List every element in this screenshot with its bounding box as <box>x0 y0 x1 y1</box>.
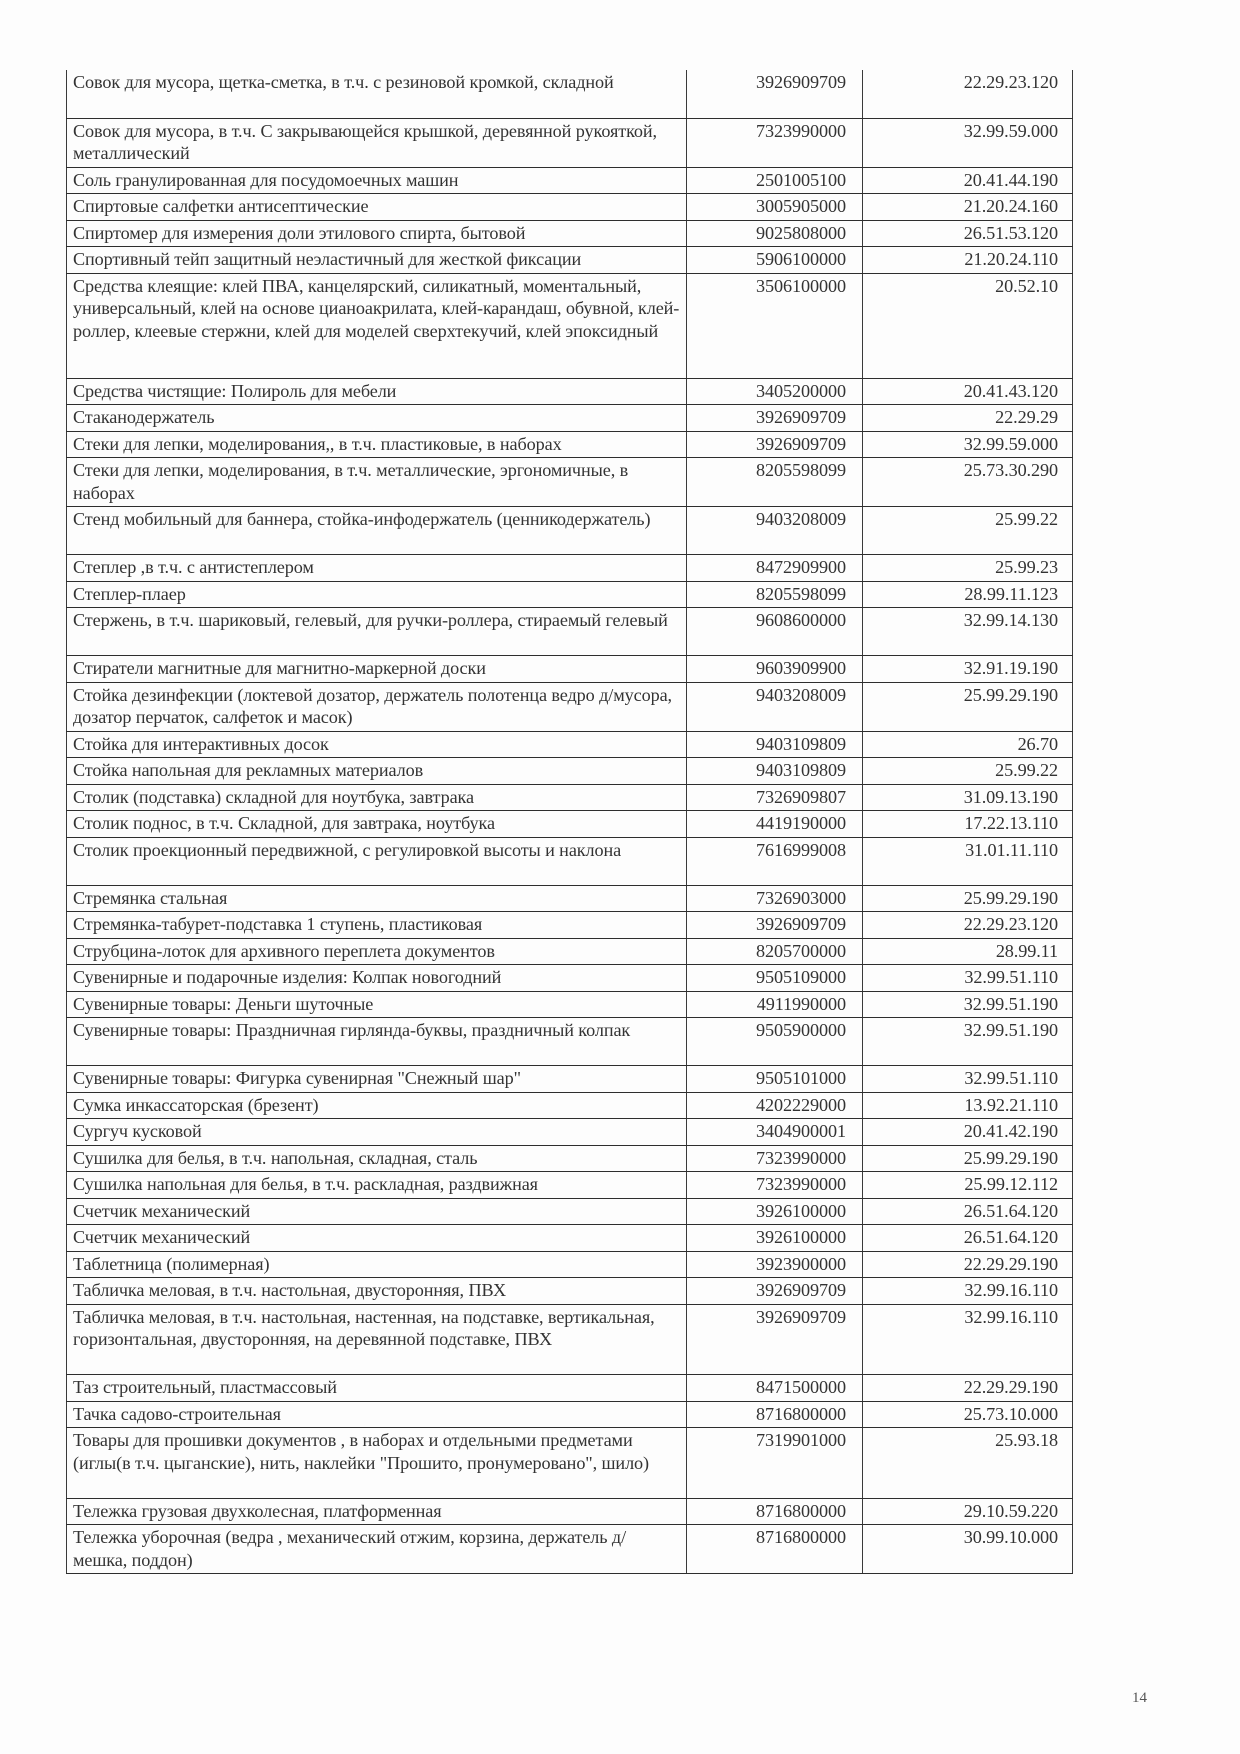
okpd2-code-cell: 22.29.23.120 <box>863 912 1073 939</box>
table-row <box>67 70 1073 118</box>
tnved-code-cell: 8471500000 <box>687 1375 863 1402</box>
tnved-code-cell: 7323990000 <box>687 1145 863 1172</box>
okpd2-code-cell: 25.99.23 <box>863 555 1073 582</box>
tnved-code-cell: 9505900000 <box>687 1018 863 1066</box>
tnved-code-cell: 9025808000 <box>687 220 863 247</box>
okpd2-code-cell: 13.92.21.110 <box>863 1092 1073 1119</box>
item-name-cell: Тележка грузовая двухколесная, платформенная <box>67 1498 687 1525</box>
okpd2-code-cell: 20.41.42.190 <box>863 1119 1073 1146</box>
table-row <box>67 581 1073 608</box>
okpd2-code-cell: 25.99.29.190 <box>863 885 1073 912</box>
okpd2-code-cell: 25.93.18 <box>863 1428 1073 1499</box>
table-row <box>67 912 1073 939</box>
item-name-cell: Столик (подставка) складной для ноутбука, завтрака <box>67 784 687 811</box>
table-row <box>67 273 1073 378</box>
item-name-cell: Спортивный тейп защитный неэластичный для жесткой фиксации <box>67 247 687 274</box>
item-name-cell: Средства клеящие: клей ПВА, канцелярский, силикатный, моментальный, универсальный, клей на основе цианоакрилата, клей-карандаш, обувной, клей-роллер, клеевые стержни, клей для моделей сверхтекучий, клей эпоксидный <box>67 273 687 378</box>
okpd2-code-cell: 32.99.59.000 <box>863 431 1073 458</box>
table-row <box>67 837 1073 885</box>
item-name-cell: Тележка уборочная (ведра , механический отжим, корзина, держатель д/мешка, поддон) <box>67 1525 687 1574</box>
tnved-code-cell: 9505101000 <box>687 1066 863 1093</box>
tnved-code-cell: 3926100000 <box>687 1225 863 1252</box>
table-row <box>67 1066 1073 1093</box>
tnved-code-cell: 3926909709 <box>687 405 863 432</box>
table-row <box>67 1304 1073 1375</box>
okpd2-code-cell: 26.51.53.120 <box>863 220 1073 247</box>
item-name-cell: Стаканодержатель <box>67 405 687 432</box>
okpd2-code-cell: 32.99.14.130 <box>863 608 1073 656</box>
item-name-cell: Сургуч кусковой <box>67 1119 687 1146</box>
item-name-cell: Степлер-плаер <box>67 581 687 608</box>
table-row <box>67 991 1073 1018</box>
table-row <box>67 1119 1073 1146</box>
table-row <box>67 555 1073 582</box>
tnved-code-cell: 3926909709 <box>687 1304 863 1375</box>
tnved-code-cell: 8205700000 <box>687 938 863 965</box>
item-name-cell: Столик проекционный передвижной, с регулировкой высоты и наклона <box>67 837 687 885</box>
okpd2-code-cell: 20.52.10 <box>863 273 1073 378</box>
okpd2-code-cell: 32.99.16.110 <box>863 1278 1073 1305</box>
item-name-cell: Струбцина-лоток для архивного переплета документов <box>67 938 687 965</box>
table-row <box>67 682 1073 731</box>
tnved-code-cell: 4911990000 <box>687 991 863 1018</box>
okpd2-code-cell: 26.70 <box>863 731 1073 758</box>
tnved-code-cell: 9403109809 <box>687 758 863 785</box>
table-row <box>67 378 1073 405</box>
tnved-code-cell: 3405200000 <box>687 378 863 405</box>
tnved-code-cell: 8205598099 <box>687 581 863 608</box>
tnved-code-cell: 8716800000 <box>687 1498 863 1525</box>
product-codes-table <box>66 70 1073 1574</box>
table-row <box>67 1018 1073 1066</box>
tnved-code-cell: 9608600000 <box>687 608 863 656</box>
okpd2-code-cell: 25.73.30.290 <box>863 458 1073 507</box>
tnved-code-cell: 3404900001 <box>687 1119 863 1146</box>
okpd2-code-cell: 21.20.24.160 <box>863 194 1073 221</box>
item-name-cell: Счетчик механический <box>67 1198 687 1225</box>
item-name-cell: Товары для прошивки документов , в наборах и отдельными предметами (иглы(в т.ч. цыганские), нить, наклейки "Прошито, пронумеровано", шило) <box>67 1428 687 1499</box>
okpd2-code-cell: 28.99.11.123 <box>863 581 1073 608</box>
item-name-cell: Стеки для лепки, моделирования, в т.ч. металлические, эргономичные, в наборах <box>67 458 687 507</box>
okpd2-code-cell: 31.01.11.110 <box>863 837 1073 885</box>
okpd2-code-cell: 22.29.29.190 <box>863 1375 1073 1402</box>
tnved-code-cell: 9603909900 <box>687 656 863 683</box>
table-row <box>67 758 1073 785</box>
table-row <box>67 431 1073 458</box>
table-row <box>67 1198 1073 1225</box>
table-row <box>67 1092 1073 1119</box>
item-name-cell: Совок для мусора, в т.ч. С закрывающейся крышкой, деревянной рукояткой, металлический <box>67 118 687 167</box>
okpd2-code-cell: 25.99.22 <box>863 758 1073 785</box>
item-name-cell: Счетчик механический <box>67 1225 687 1252</box>
table-row <box>67 458 1073 507</box>
tnved-code-cell: 4419190000 <box>687 811 863 838</box>
okpd2-code-cell: 32.99.51.190 <box>863 1018 1073 1066</box>
tnved-code-cell: 9403208009 <box>687 507 863 555</box>
okpd2-code-cell: 31.09.13.190 <box>863 784 1073 811</box>
tnved-code-cell: 9403109809 <box>687 731 863 758</box>
tnved-code-cell: 7616999008 <box>687 837 863 885</box>
okpd2-code-cell: 22.29.29 <box>863 405 1073 432</box>
table-row <box>67 1428 1073 1499</box>
okpd2-code-cell: 20.41.44.190 <box>863 167 1073 194</box>
table-row <box>67 167 1073 194</box>
table-row <box>67 1251 1073 1278</box>
table-row <box>67 405 1073 432</box>
item-name-cell: Сувенирные товары: Праздничная гирлянда-буквы, праздничный колпак <box>67 1018 687 1066</box>
table-body <box>67 70 1073 1574</box>
okpd2-code-cell: 22.29.29.190 <box>863 1251 1073 1278</box>
item-name-cell: Стиратели магнитные для магнитно-маркерной доски <box>67 656 687 683</box>
table-row <box>67 885 1073 912</box>
table-row <box>67 731 1073 758</box>
tnved-code-cell: 7319901000 <box>687 1428 863 1499</box>
table-row <box>67 118 1073 167</box>
item-name-cell: Стойка напольная для рекламных материалов <box>67 758 687 785</box>
okpd2-code-cell: 32.99.51.190 <box>863 991 1073 1018</box>
tnved-code-cell: 8716800000 <box>687 1401 863 1428</box>
okpd2-code-cell: 30.99.10.000 <box>863 1525 1073 1574</box>
item-name-cell: Таблетница (полимерная) <box>67 1251 687 1278</box>
tnved-code-cell: 8472909900 <box>687 555 863 582</box>
tnved-code-cell: 8716800000 <box>687 1525 863 1574</box>
table-row <box>67 784 1073 811</box>
tnved-code-cell: 9505109000 <box>687 965 863 992</box>
tnved-code-cell: 8205598099 <box>687 458 863 507</box>
okpd2-code-cell: 20.41.43.120 <box>863 378 1073 405</box>
item-name-cell: Стремянка-табурет-подставка 1 ступень, пластиковая <box>67 912 687 939</box>
tnved-code-cell: 3926909709 <box>687 70 863 118</box>
tnved-code-cell: 9403208009 <box>687 682 863 731</box>
okpd2-code-cell: 28.99.11 <box>863 938 1073 965</box>
tnved-code-cell: 7323990000 <box>687 1172 863 1199</box>
table-row <box>67 1172 1073 1199</box>
okpd2-code-cell: 32.99.59.000 <box>863 118 1073 167</box>
item-name-cell: Сувенирные и подарочные изделия: Колпак новогодний <box>67 965 687 992</box>
table-row <box>67 1225 1073 1252</box>
table-row <box>67 608 1073 656</box>
tnved-code-cell: 7326909807 <box>687 784 863 811</box>
table-row <box>67 1375 1073 1402</box>
table-row <box>67 247 1073 274</box>
item-name-cell: Табличка меловая, в т.ч. настольная, настенная, на подставке, вертикальная, горизонтальная, двусторонняя, на деревянной подставке, ПВХ <box>67 1304 687 1375</box>
table-row <box>67 507 1073 555</box>
tnved-code-cell: 3506100000 <box>687 273 863 378</box>
table-row <box>67 1278 1073 1305</box>
tnved-code-cell: 3926909709 <box>687 431 863 458</box>
item-name-cell: Совок для мусора, щетка-сметка, в т.ч. с резиновой кромкой, складной <box>67 70 687 118</box>
item-name-cell: Стремянка стальная <box>67 885 687 912</box>
table-row <box>67 938 1073 965</box>
okpd2-code-cell: 25.99.12.112 <box>863 1172 1073 1199</box>
item-name-cell: Стержень, в т.ч. шариковый, гелевый, для ручки-роллера, стираемый гелевый <box>67 608 687 656</box>
table-row <box>67 220 1073 247</box>
okpd2-code-cell: 26.51.64.120 <box>863 1198 1073 1225</box>
okpd2-code-cell: 22.29.23.120 <box>863 70 1073 118</box>
table-row <box>67 656 1073 683</box>
table-row <box>67 965 1073 992</box>
item-name-cell: Сушилка напольная для белья, в т.ч. раскладная, раздвижная <box>67 1172 687 1199</box>
okpd2-code-cell: 17.22.13.110 <box>863 811 1073 838</box>
tnved-code-cell: 2501005100 <box>687 167 863 194</box>
item-name-cell: Табличка меловая, в т.ч. настольная, двусторонняя, ПВХ <box>67 1278 687 1305</box>
tnved-code-cell: 4202229000 <box>687 1092 863 1119</box>
table-row <box>67 1401 1073 1428</box>
item-name-cell: Таз строительный, пластмассовый <box>67 1375 687 1402</box>
okpd2-code-cell: 29.10.59.220 <box>863 1498 1073 1525</box>
table-row <box>67 811 1073 838</box>
item-name-cell: Спиртовые салфетки антисептические <box>67 194 687 221</box>
okpd2-code-cell: 32.99.51.110 <box>863 1066 1073 1093</box>
item-name-cell: Стеки для лепки, моделирования,, в т.ч. пластиковые, в наборах <box>67 431 687 458</box>
item-name-cell: Степлер ,в т.ч. с антистеплером <box>67 555 687 582</box>
okpd2-code-cell: 32.99.51.110 <box>863 965 1073 992</box>
okpd2-code-cell: 26.51.64.120 <box>863 1225 1073 1252</box>
okpd2-code-cell: 25.99.29.190 <box>863 1145 1073 1172</box>
table-row <box>67 1525 1073 1574</box>
tnved-code-cell: 7326903000 <box>687 885 863 912</box>
item-name-cell: Спиртомер для измерения доли этилового спирта, бытовой <box>67 220 687 247</box>
item-name-cell: Средства чистящие: Полироль для мебели <box>67 378 687 405</box>
table-row <box>67 1145 1073 1172</box>
tnved-code-cell: 3926100000 <box>687 1198 863 1225</box>
okpd2-code-cell: 25.99.22 <box>863 507 1073 555</box>
item-name-cell: Стойка для интерактивных досок <box>67 731 687 758</box>
item-name-cell: Стойка дезинфекции (локтевой дозатор, держатель полотенца ведро д/мусора, дозатор перчаток, салфеток и масок) <box>67 682 687 731</box>
tnved-code-cell: 5906100000 <box>687 247 863 274</box>
tnved-code-cell: 7323990000 <box>687 118 863 167</box>
item-name-cell: Сушилка для белья, в т.ч. напольная, складная, сталь <box>67 1145 687 1172</box>
okpd2-code-cell: 32.91.19.190 <box>863 656 1073 683</box>
tnved-code-cell: 3005905000 <box>687 194 863 221</box>
tnved-code-cell: 3923900000 <box>687 1251 863 1278</box>
table-row <box>67 1498 1073 1525</box>
item-name-cell: Столик поднос, в т.ч. Складной, для завтрака, ноутбука <box>67 811 687 838</box>
okpd2-code-cell: 32.99.16.110 <box>863 1304 1073 1375</box>
okpd2-code-cell: 21.20.24.110 <box>863 247 1073 274</box>
okpd2-code-cell: 25.73.10.000 <box>863 1401 1073 1428</box>
item-name-cell: Сувенирные товары: Фигурка сувенирная "Снежный шар" <box>67 1066 687 1093</box>
tnved-code-cell: 3926909709 <box>687 912 863 939</box>
tnved-code-cell: 3926909709 <box>687 1278 863 1305</box>
item-name-cell: Тачка садово-строительная <box>67 1401 687 1428</box>
okpd2-code-cell: 25.99.29.190 <box>863 682 1073 731</box>
table-row <box>67 194 1073 221</box>
item-name-cell: Соль гранулированная для посудомоечных машин <box>67 167 687 194</box>
item-name-cell: Стенд мобильный для баннера, стойка-инфодержатель (ценникодержатель) <box>67 507 687 555</box>
page-number: 14 <box>1132 1690 1147 1706</box>
item-name-cell: Сувенирные товары: Деньги шуточные <box>67 991 687 1018</box>
item-name-cell: Сумка инкассаторская (брезент) <box>67 1092 687 1119</box>
